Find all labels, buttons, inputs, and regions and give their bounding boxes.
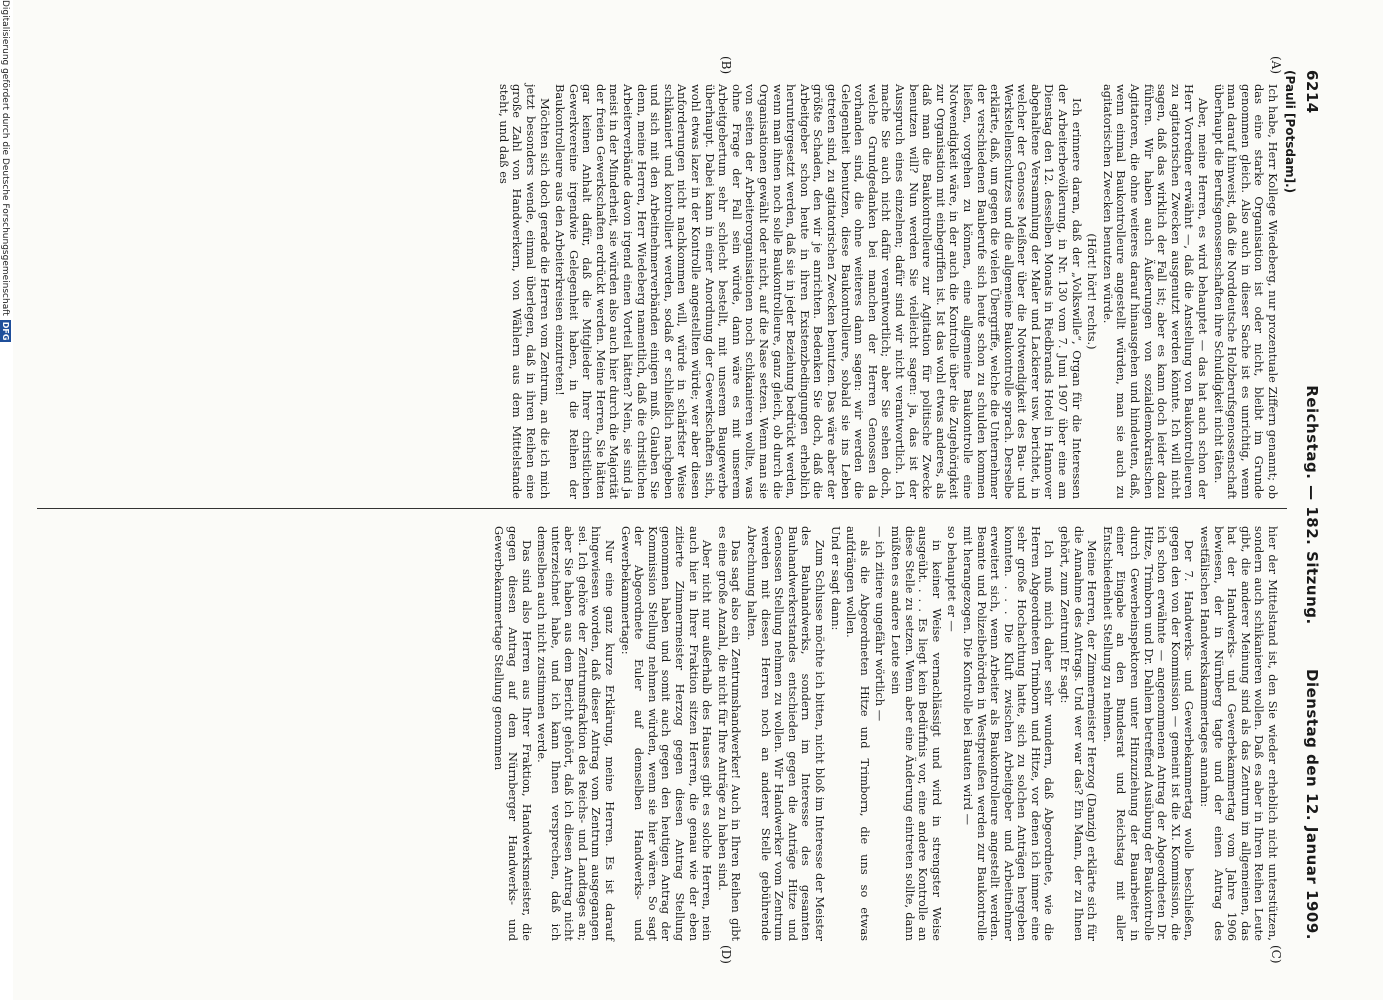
quotation: Zum Schlusse möchte ich bitten, nicht bloß im Interesse der Meister des Bauhandwerks, sondern im Interesse des gesamten Bauhandwerkerstandes entschieden gegen die Anträge Hitze und Genossen Stellung nehmen zu wollen. Wir Handwerker vom Zentrum werden mit diesen Herren noch an anderer Stelle gebührende Abrechnung halten. xyxy=(745,526,827,941)
paragraph: so behauptet er — xyxy=(945,526,960,632)
paragraph: Und er sagt dann: xyxy=(828,526,843,631)
page-header xyxy=(1299,70,1321,940)
quotation: Nur eine ganz kurze Erklärung, meine Herren. Es ist darauf hingewiesen worden, daß dieser Antrag vom Zentrum ausgegangen sei. Ich gehöre der Zentrumsfraktion des Reichs- und Landtages an; aber Sie haben aus dem Bericht gehört, daß ich diesen Antrag nicht unterzeichnet habe, und ich kann Ihnen versprechen, daß ich demselben auch nicht zustimmen werde. xyxy=(535,526,618,941)
paragraph: hier der Mittelstand ist, den Sie wieder erheblich nicht unterstützen, sondern auch schikanieren wollen. Daß es aber in Ihren Reihen Leute gibt, die anderer Meinung sind als das Zentrum im allgemeinen, das hat der Handwerks- und Gewerbekammertag vom Jahre 1906 bewiesen, der in Nürnberg tagte und der einen Antrag des westfälischen Handwerkskammertages annahm: xyxy=(1198,526,1280,941)
document-page xyxy=(13,0,1383,1000)
paragraph: Das sind also Herren aus Ihrer Fraktion, Handwerksmeister, die gegen diesen Antrag auf dem Nürnberger Handwerks- und Gewerbekammertage Stellung genommen xyxy=(492,526,534,941)
paragraph: Das sagt also ein Zentrumshandwerker! Auch in Ihren Reihen gibt es eine große Anzahl, die nicht für Ihre Anträge zu haben sind. xyxy=(715,526,744,941)
paragraph: Meine Herren, der Zimmermeister Herzog (Danzig) erklärte sich für die Annahme des Antrags. Und wer war das? Ein Mann, der zu Ihnen gehört, zum Zentrum! Er sagt: xyxy=(1058,526,1100,941)
paragraph: Aber nicht nur außerhalb des Hauses gibt es solche Herren, nein auch hier in Ihrer Fraktion sitzen Herren, die genau wie der eben zitierte Zimmermeister Herzog gegen diesen Antrag Stellung genommen haben und somit auch gegen den heutigen Antrag der Kommission Stellung nehmen würden, wenn sie hier wären. So sagt der Abgeordnete Euler auf demselben Handwerks- und Gewerbekammertage: xyxy=(618,526,715,941)
quotation: Der 7. Handwerks- und Gewerbekammertag wolle beschließen, gegen den von der Kommission — gemeint ist die XI. Kommission, die ich schon erwähnte — angenommenen Antrag der Abgeordneten Dr. Hitze, Trimborn und Dr. Dahlem betreffend Ausübung der Baukontrolle durch Gewerbeinspektoren unter Hinzuziehung der Bauarbeiter in einer Eingabe an den Bundesrat und Reichstag mit aller Entschiedenheit Stellung zu nehmen. xyxy=(1100,526,1197,941)
interjection: (Hört! hört! rechts.) xyxy=(1085,233,1100,350)
session-title: Reichstag. — 182. Sitzung. xyxy=(1303,385,1321,625)
quotation: in keiner Weise vernachlässigt und wird in strengster Weise ausgeübt. . . . Es liegt kein Bedürfnis vor, eine andere Kontrolle an diese Stelle zu setzen. Wenn aber eine Änderung eintreten sollte, dann müßten es andere Leute sein xyxy=(888,526,944,941)
column-divider xyxy=(37,508,1287,509)
session-date: Dienstag den 12. Januar 1909. xyxy=(1303,669,1321,940)
quotation: Ich muß mich daher sehr wundern, daß Abgeordnete, wie die Herren Abgeordneten Trimborn und Hitze, vor denen ich immer eine sehr große Hochachtung hatte, sich zu solchen Anträgen hergeben konnten. . . . Die Kluft zwischen Arbeitgeber und Arbeitnehmer erweitert sich, wenn Arbeiter als Baukontrolleure angestellt werden. Beamte und Polizeibehörden in Westpreußen werden zur Baukontrolle mit herangezogen. Die Kontrolle bei Bauten wird — xyxy=(960,526,1057,941)
digitization-credit xyxy=(0,0,11,1000)
margin-letter-b: (B) xyxy=(719,56,733,75)
dfg-logo: DFG xyxy=(1,321,10,341)
quotation: als die Abgeordneten Hitze und Trimborn, die uns so etwas aufdrängen wollen. xyxy=(844,526,872,941)
paragraph: Aber, meine Herren, es wird behauptet — das hat auch schon der Herr Vorredner erwähnt —, daß die Anstellung von Baukontrolleuren zu agitatorischen Zwecken ausgenutzt werden könnte. Ich will nicht sagen, daß das wirklich der Fall ist; aber es kann doch leider dazu führen. Wir haben auch Äußerungen von sozialdemokratischen Agitatoren, die ohne weiteres darauf hinausgehen und hindeuten, daß, wenn einmal Baukontrolleure angestellt würden, man sie auch zu agitatorischen Zwecken benutzen würde. xyxy=(1100,84,1211,499)
margin-letter-d: (D) xyxy=(719,945,733,964)
paragraph: Ich erinnere daran, daß der „Volkswille“, Organ für die Interessen der Arbeiterbevölkerung, in Nr. 130 vom 7. Juni 1907 über eine am Dienstag den 12. desselben Monats in Riedbrands Hotel in Hannover abgehaltene Versammlung der Maler und Lackierer usw. berichtet, in welcher der Genosse Meißner über die Notwendigkeit des Bau- und Werkstellenschutzes und die allgemeine Baukontrolle sprach. Derselbe erklärte, daß, um gegen die vielen Übergriffe, welche die Unternehmer der verschiedenen Bauberufe sich heute schon zu schulden kommen ließen, vorgehen zu können, eine allgemeine Baukontrolle eine Notwendigkeit wäre, in der auch die Kontrolle über die Zugehörigkeit zur Organisation mit einbegriffen ist. Ist das wohl etwas anderes, als daß man die Baukontrolleure zur Agitation für politische Zwecke benutzen will? Nun werden Sie vielleicht sagen: ja, das ist der Ausspruch eines einzelnen; dafür sind wir nicht verantwortlich. Ich mache Sie auch nicht dafür verantwortlich; aber Sie sehen doch, welche Grundgedanken bei manchen der Herren Genossen da vorhanden sind, die ohne weiteres dann sagen: wir werden die Gelegenheit benutzen, diese Baukontrolleure, sobald sie ins Leben getreten sind, zu agitatorischen Zwecken benutzen. Das wäre aber der größte Schaden, den wir je anrichten. Bedenken Sie doch, daß die Arbeitgeber schon heute in ihren Existenzbedingungen erheblich heruntergesetzt werden, daß sie in jeder Beziehung bedrückt werden, wenn man ihnen noch solle Baukontrolleure, ganz gleich, ob durch die Organisationen gewählt oder nicht, auf die Nase setzen. Wenn man sie von seiten der Arbeiterorganisationen noch schikanieren wollte, was ohne Frage der Fall sein würde, dann wäre es mit unserem Arbeitgebertum sehr schlecht bestellt, mit unserem Baugewerbe überhaupt. Dabei kann in einer Anordnung der Gewerkschaften sich, wohl etwas lazer in der Kontrolle angestellten würde; wer aber diesen Anforderungen nicht nachkommen will, würde in schärfster Weise schikaniert und kontrolliert werden, sodaß er schließlich nachgeben und sich mit den Arbeitnehmerverbänden einigen muß. Glauben Sie denn, meine Herren, Herr Wiedeberg namentlich, daß die christlichen Arbeiterverbände davon irgend einen Vorteil hätten? Nein, sie sind ja meist in der Minderheit, sie würden also auch hier durch die Majorität der freien Gewerkschaften erdrückt werden. Meine Herren, Sie hätten gar keinen Anhalt dafür, daß die Mitglieder Ihrer christlichen Gewerkvereine irgendwie Gelegenheit haben, in die Reihen der Baukontrolleure aus den Arbeiterkreisen einzutreten! xyxy=(553,84,1084,499)
paragraph: Möchten sich doch gerade die Herren vom Zentrum, an die ich mich jetzt besonders wende, einmal überlegen, daß in ihren Reihen eine große Zahl von Handwerkern, von Wählern aus dem Mittelstande steht, und daß es xyxy=(496,84,552,499)
margin-letter-c: (C) xyxy=(1269,945,1283,964)
page-number: 6214 xyxy=(1303,70,1321,114)
speaker-tag: (Pauli [Potsdam].) xyxy=(1283,70,1297,194)
left-column xyxy=(494,84,1279,499)
paragraph: — ich zitiere ungefähr wörtlich — xyxy=(873,526,888,722)
margin-letter-a: (A) xyxy=(1269,56,1283,75)
paragraph: Ich habe, Herr Kollege Wiedeberg, nur prozentuale Ziffern genannt; ob das eine starke Organisation ist oder nicht, bleibt im Grunde genommen gleich. Also auch in dieser Sache ist es unrichtig, wenn man darauf hinweist, daß die Norddeutsche Holzberufsgenossenschaft überhaupt die Berufsgenossenschaften ihre Schuldigkeit nicht täten. xyxy=(1211,84,1280,499)
credit-text: Digitalisierung gefördert durch die Deutsche Forschungsgemeinschaft xyxy=(0,0,10,316)
right-column xyxy=(490,526,1279,941)
